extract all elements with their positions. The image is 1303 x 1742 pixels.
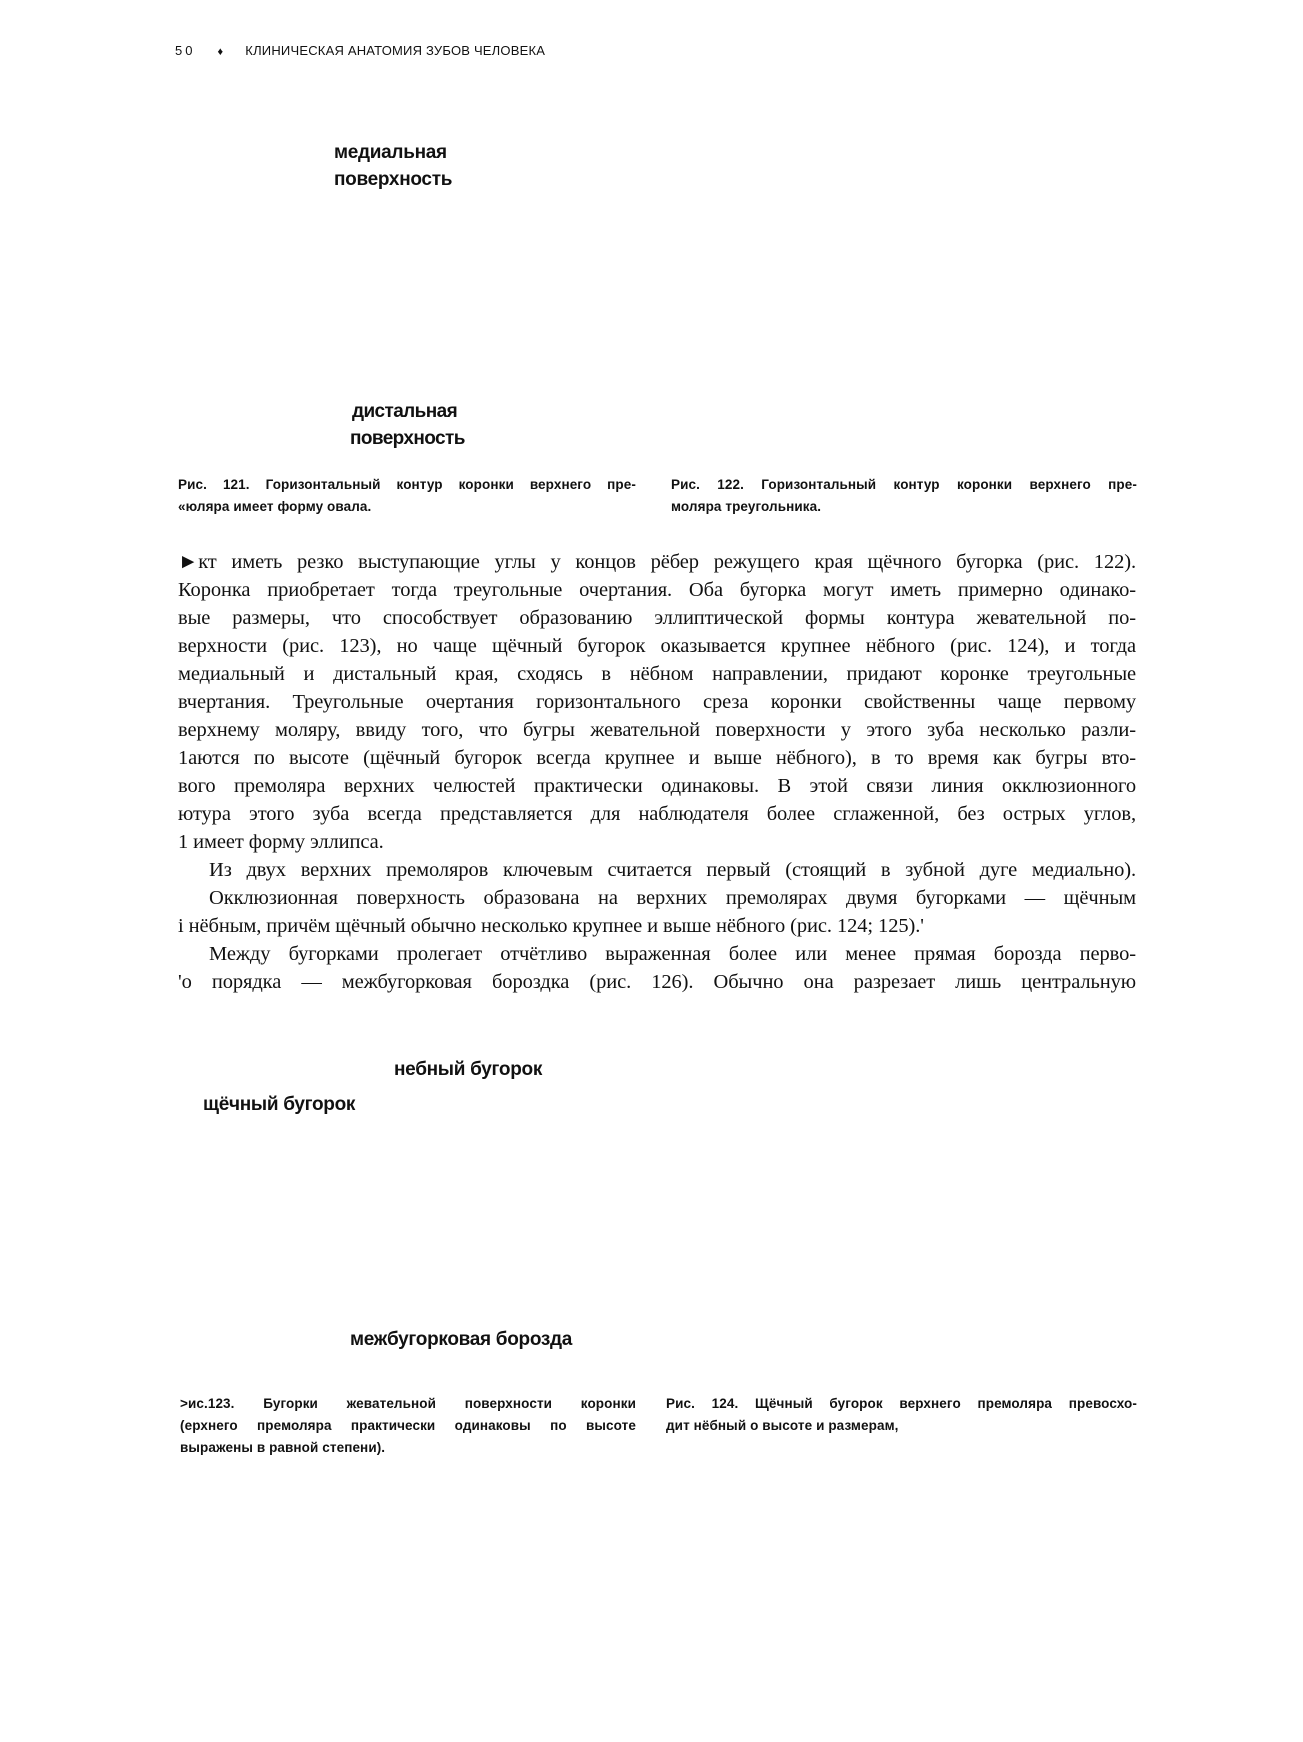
figure-caption-123: >ис.123. Бугорки жевательной поверхности коронки (ерхнего премоляра практически одинаковы по высоте выражены в равной степени). [180,1396,636,1455]
figure-label-buccal-cusp: щёчный бугорок [203,1094,356,1115]
figure-caption-124: Рис. 124. Щёчный бугорок верхнего премоляра превосхо- дит нёбный о высоте и размерам, [666,1396,1137,1433]
book-title: КЛИНИЧЕСКАЯ АНАТОМИЯ ЗУБОВ ЧЕЛОВЕКА [245,43,546,58]
figure-label-distal-surface: дистальная поверхность [350,401,465,449]
figure-caption-122: Рис. 122. Горизонтальный контур коронки верхнего пре- моляра треугольника. [671,477,1137,514]
separator-diamond-icon: ♦ [217,46,224,58]
running-head [175,43,545,58]
figure-label-intercuspal-groove: межбугорковая борозда [350,1329,573,1350]
figure-caption-121: Рис. 121. Горизонтальный контур коронки верхнего пре- «юляра имеет форму овала. [178,477,636,514]
body-text: ►кт иметь резко выступающие углы у концов рёбер режущего края щёчного бугорка (рис. 122). Коронка приобретает тогда треугольные очертания. Оба бугорка могут иметь примерно одинако- вые размеры, что способствует образованию эллиптической формы контура жевательной по- верхности (рис. 123), но чаще щёчный бугорок оказывается крупнее нёбного (рис. 124), и тогда медиальный и дистальный края, сходясь в нёбном направлении, придают коронке треугольные вчертания. Треугольные очертания горизонтального среза коронки свойственны чаще первому верхнему моляру, ввиду того, что бугры жевательной поверхности у этого зуба несколько разли- 1аются по высоте (щёчный бугорок всегда крупнее и выше нёбного), в то время как бугры вто- вого премоляра верхних челюстей практически одинаковы. В этой связи линия окклюзионного ютура этого зуба всегда представляется для наблюдателя более сглаженной, без острых углов, 1 имеет форму эллипса. Из двух верхних премоляров ключевым считается первый (стоящий в зубной дуге медиально). Окклюзионная поверхность образована на верхних премолярах двумя бугорками — щёчным і нёбным, причём щёчный обычно несколько крупнее и выше нёбного (рис. 124; 125).' Между бугорками пролегает отчётливо выраженная более или менее прямая борозда перво- 'о порядка — межбугорковая бороздка (рис. 126). Обычно она разрезает лишь центральную [178,551,1136,993]
figure-label-palatal-cusp: небный бугорок [394,1059,543,1080]
figure-label-medial-surface: медиальная поверхность [334,142,453,190]
page-number: 50 [175,43,196,58]
